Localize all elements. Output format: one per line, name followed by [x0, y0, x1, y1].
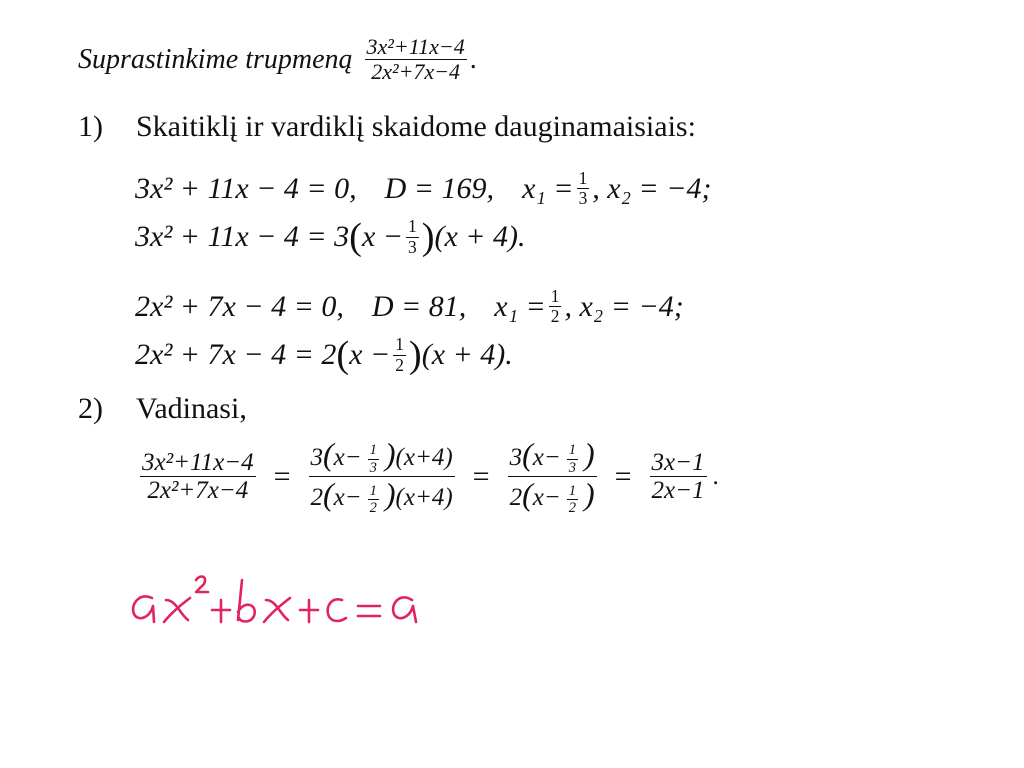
chain-f3-in1: x− [532, 444, 561, 471]
chain-f3-c2: 2 [509, 484, 523, 512]
step1-heading [78, 110, 696, 144]
equation-denominator-factored [135, 336, 513, 374]
chain-f3-frac2-num: 1 [568, 482, 576, 499]
chain-fraction-original [140, 450, 256, 503]
paren-open: ( [323, 476, 334, 513]
chain-f2-frac1-den: 3 [369, 459, 377, 476]
eq3-x1: x₁ = [494, 289, 546, 323]
chain-period: . [712, 462, 719, 490]
chain-f2-frac2 [368, 484, 379, 516]
intro-fraction-denominator: 2x²+7x−4 [371, 59, 461, 84]
simplification-chain [134, 438, 719, 516]
chain-f3-c1: 3 [509, 444, 523, 471]
chain-f3-frac1 [567, 443, 578, 475]
step2-heading [78, 392, 247, 426]
step1-label: 1) [78, 110, 103, 143]
eq2-inner: x − [361, 220, 403, 254]
intro-fraction-numerator: 3x²+11x−4 [366, 34, 465, 59]
chain-f2-tail1: (x+4) [395, 444, 453, 471]
chain-f2-frac1 [368, 443, 379, 475]
eq3-x2: , x₂ = −4; [564, 289, 684, 323]
paren-close: ) [583, 476, 595, 513]
eq1-x1-num: 1 [578, 168, 588, 188]
chain-f3-frac2-den: 2 [568, 500, 576, 517]
chain-f1-den: 2x²+7x−4 [147, 477, 249, 505]
paren-close: ) [384, 476, 396, 513]
eq1-poly: 3x² + 11x − 4 = 0, [135, 171, 357, 205]
eq2-fraction [406, 218, 419, 256]
eq3-poly: 2x² + 7x − 4 = 0, [135, 289, 344, 323]
intro-text: Suprastinkime trupmeną [78, 43, 353, 75]
equals-sign: = [273, 459, 291, 493]
paren-close: ) [408, 334, 422, 376]
equals-sign: = [472, 459, 490, 493]
chain-f3-in2: x− [532, 484, 561, 512]
eq4-fraction [393, 336, 406, 374]
step2-text: Vadinasi, [136, 392, 247, 425]
intro-period: . [469, 43, 477, 75]
step2-label: 2) [78, 392, 103, 425]
chain-f3-den [508, 477, 597, 515]
paren-close: ) [384, 436, 396, 472]
eq1-x1-den: 3 [578, 188, 588, 209]
paren-open: ( [522, 436, 533, 472]
paren-open: ( [349, 216, 362, 258]
chain-f4-den: 2x−1 [651, 477, 705, 505]
eq4-fraction-den: 2 [395, 354, 404, 375]
chain-f3-frac2 [567, 484, 578, 516]
chain-f2-in2: x− [333, 484, 362, 512]
eq3-x1-num: 1 [550, 286, 560, 306]
chain-f1-num: 3x²+11x−4 [142, 449, 254, 477]
paren-open: ( [336, 334, 350, 376]
chain-f2-den [309, 477, 455, 515]
chain-fraction-result [650, 450, 707, 503]
paren-close: ) [421, 216, 435, 258]
chain-f2-c2: 2 [310, 484, 323, 512]
intro-line [78, 36, 477, 83]
chain-fraction-factored [309, 438, 455, 516]
chain-fraction-cancelled [508, 438, 597, 516]
intro-fraction [365, 36, 467, 83]
eq1-discriminant: D = 169, [384, 171, 495, 205]
eq3-x1-den: 2 [550, 306, 560, 327]
paren-open: ( [522, 476, 533, 513]
paren-close: ) [583, 436, 595, 472]
eq1-x2: , x₂ = −4; [592, 171, 712, 205]
chain-f2-frac1-num: 1 [369, 442, 377, 459]
chain-f3-frac1-num: 1 [568, 442, 576, 459]
chain-f2-c1: 3 [310, 444, 323, 471]
eq2-lhs: 3x² + 11x − 4 = 3 [135, 220, 350, 254]
eq1-x1-fraction [577, 170, 590, 208]
chain-f2-frac2-den: 2 [369, 500, 377, 517]
eq3-x1-fraction [549, 288, 562, 326]
chain-f3-frac1-den: 3 [568, 459, 576, 476]
paren-open: ( [323, 436, 334, 472]
chain-f2-tail2: (x+4) [395, 484, 453, 512]
handwritten-annotation [120, 570, 450, 640]
chain-f4-num: 3x−1 [651, 449, 705, 477]
eq1-x1: x₁ = [522, 171, 574, 205]
chain-f2-frac2-num: 1 [369, 482, 377, 499]
eq4-tail: (x + 4). [421, 338, 513, 372]
eq2-tail: (x + 4). [434, 220, 526, 254]
equation-denominator-roots [135, 288, 684, 326]
eq2-fraction-den: 3 [408, 236, 417, 257]
step1-text: Skaitiklį ir vardiklį skaidome dauginamaisiais: [136, 110, 696, 143]
eq4-lhs: 2x² + 7x − 4 = 2 [135, 338, 337, 372]
eq4-inner: x − [349, 338, 391, 372]
chain-f2-num [309, 438, 455, 477]
equation-numerator-roots [135, 170, 712, 208]
eq4-fraction-num: 1 [395, 334, 404, 355]
equals-sign: = [614, 459, 632, 493]
equation-numerator-factored [135, 218, 526, 256]
chain-f3-num [508, 438, 597, 477]
eq2-fraction-num: 1 [408, 216, 417, 237]
chain-f2-in1: x− [333, 444, 362, 471]
eq3-discriminant: D = 81, [371, 289, 467, 323]
